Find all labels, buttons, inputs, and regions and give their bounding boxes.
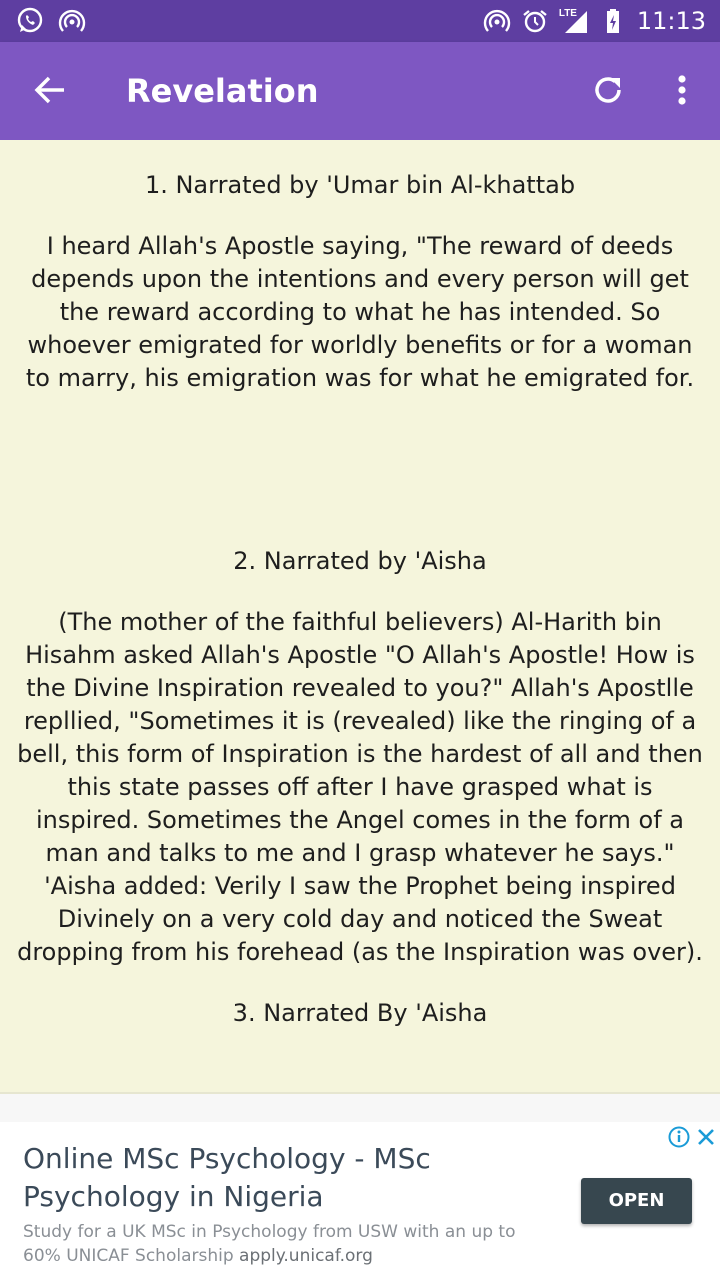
hotspot-icon xyxy=(483,7,511,35)
narration-text: (The mother of the faithful believers) Al-Harith bin Hisahm asked Allah's Apostle "O Allah's Apostle! How is the Divine Inspiration revealed to you?" Allah's Apostlle repllied, "Sometimes it is (revealed) like the ringing of a bell, this form of Inspiration is the hardest of all and then this state passes off after I have grasped what is inspired. Sometimes the Angel comes in the form of a man and talks to me and I grasp whatever he says." 'Aisha added: Verily I saw the Prophet being inspired Divinely on a very cold day and noticed the Sweat dropping from his forehead (as the Inspiration was over). xyxy=(17,608,703,966)
clock: 11:13 xyxy=(636,7,706,35)
ad-info-icon[interactable] xyxy=(668,1126,690,1148)
app-bar xyxy=(0,42,720,140)
ad-banner[interactable] xyxy=(0,1094,720,1280)
narration-heading: 2. Narrated by 'Aisha xyxy=(233,547,487,575)
narration-heading: 3. Narrated By 'Aisha xyxy=(232,999,488,1027)
ad-top-strip xyxy=(0,1094,720,1122)
refresh-icon[interactable] xyxy=(588,70,628,110)
hotspot-icon xyxy=(58,7,86,35)
status-bar xyxy=(0,0,720,42)
ad-description: Study for a UK MSc in Psychology from USW with an up to 60% UNICAF Scholarship apply.unicaf.org xyxy=(23,1222,516,1266)
ad-open-button[interactable]: OPEN xyxy=(581,1178,692,1224)
more-options-icon[interactable] xyxy=(662,70,702,110)
battery-charging-icon xyxy=(599,7,627,35)
ad-title[interactable]: Online MSc Psychology - MSc Psychology in Nigeria xyxy=(23,1142,431,1213)
ad-domain: apply.unicaf.org xyxy=(239,1246,373,1266)
ad-close-icon[interactable] xyxy=(696,1127,716,1147)
narration-heading: 1. Narrated by 'Umar bin Al-khattab xyxy=(144,171,576,199)
alarm-icon xyxy=(521,7,549,35)
signal-icon xyxy=(559,7,589,35)
whatsapp-icon xyxy=(16,7,44,35)
network-type: LTE xyxy=(558,8,577,19)
page-title: Revelation xyxy=(126,72,319,110)
back-arrow-icon[interactable] xyxy=(30,70,70,110)
narrations-list[interactable] xyxy=(0,140,720,1092)
narration-text: I heard Allah's Apostle saying, "The reward of deeds depends upon the intentions and every person will get the reward according to what he has intended. So whoever emigrated for worldly benefits or for a woman to marry, his emigration was for what he emigrated for. xyxy=(25,232,695,392)
